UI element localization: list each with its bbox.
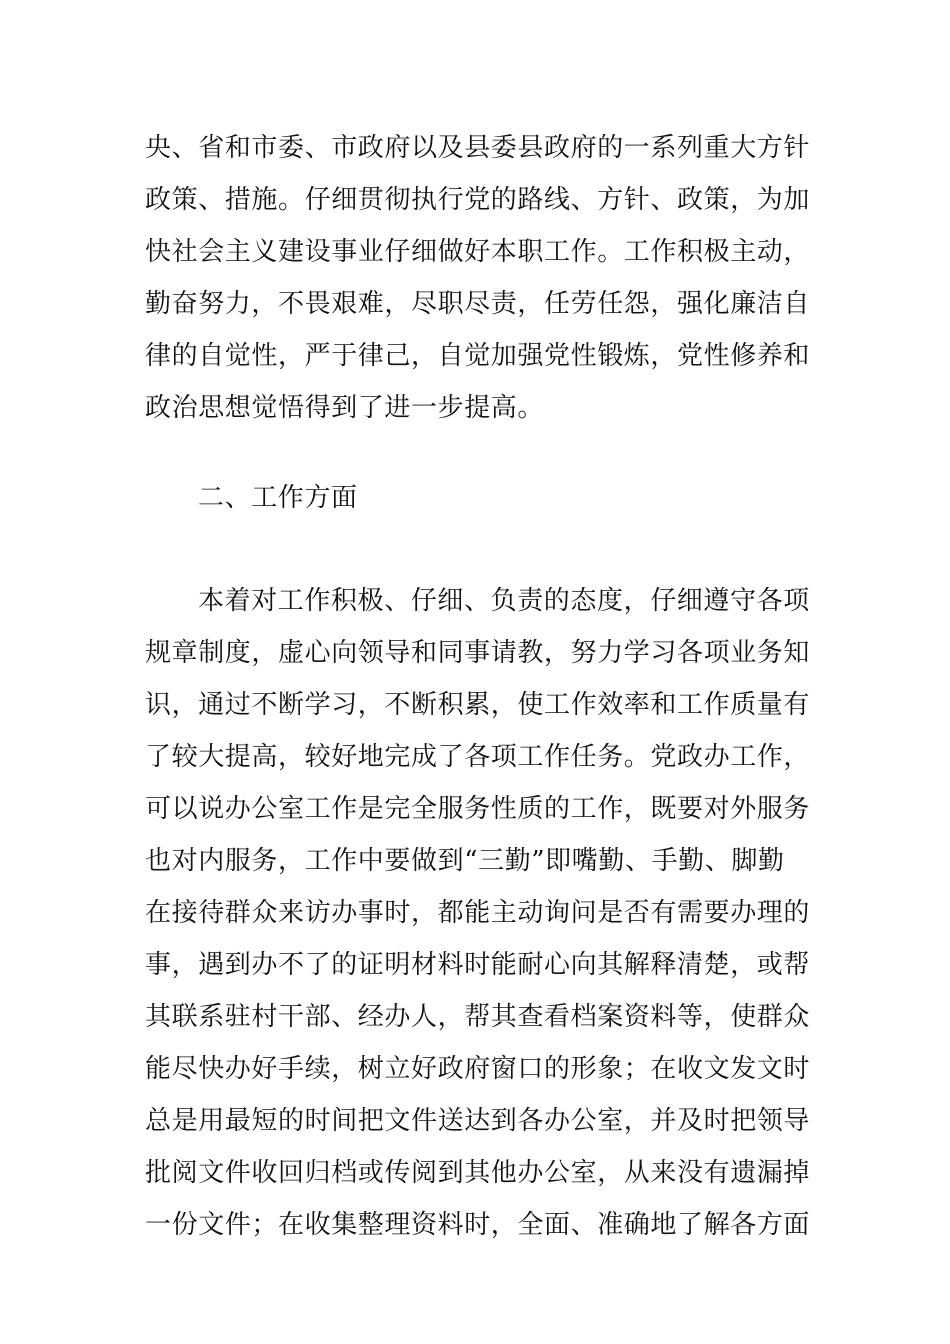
paragraph-2-line: 在接待群众来访办事时，都能主动询问是否有需要办理的: [145, 898, 811, 928]
paragraph-2-line: 也对内服务，工作中要做到“三勤”即嘴勤、手勤、脚勤: [145, 846, 785, 876]
paragraph-2-line: 本着对工作积极、仔细、负责的态度，仔细遵守各项: [198, 586, 810, 616]
paragraph-1-line: 快社会主义建设事业仔细做好本职工作。工作积极主动，: [145, 237, 811, 267]
paragraph-2-line: 可以说办公室工作是完全服务性质的工作，既要对外服务: [145, 794, 811, 824]
paragraph-2-line: 其联系驻村干部、经办人，帮其查看档案资料等，使群众: [145, 1002, 811, 1032]
paragraph-1-line: 勤奋努力，不畏艰难，尽职尽责，任劳任怨，强化廉洁自: [145, 289, 811, 319]
paragraph-2-line: 识，通过不断学习，不断积累，使工作效率和工作质量有: [145, 690, 811, 720]
paragraph-2-line: 能尽快办好手续，树立好政府窗口的形象；在收文发文时: [145, 1054, 811, 1084]
paragraph-2-line: 规章制度，虚心向领导和同事请教，努力学习各项业务知: [145, 638, 811, 668]
paragraph-1-line: 央、省和市委、市政府以及县委县政府的一系列重大方针: [145, 133, 811, 163]
paragraph-2-line: 一份文件；在收集整理资料时，全面、准确地了解各方面: [145, 1210, 811, 1240]
paragraph-1-line: 政治思想觉悟得到了进一步提高。: [145, 393, 545, 423]
paragraph-2-line: 事，遇到办不了的证明材料时能耐心向其解释清楚，或帮: [145, 950, 811, 980]
paragraph-2-line: 批阅文件收回归档或传阅到其他办公室，从来没有遗漏掉: [145, 1158, 811, 1188]
section-heading: 二、工作方面: [198, 483, 358, 513]
paragraph-1-line: 政策、措施。仔细贯彻执行党的路线、方针、政策，为加: [145, 185, 811, 215]
paragraph-2-line: 总是用最短的时间把文件送达到各办公室，并及时把领导: [145, 1106, 811, 1136]
paragraph-2-line: 了较大提高，较好地完成了各项工作任务。党政办工作，: [145, 742, 811, 772]
paragraph-1-line: 律的自觉性，严于律己，自觉加强党性锻炼，党性修养和: [145, 341, 811, 371]
